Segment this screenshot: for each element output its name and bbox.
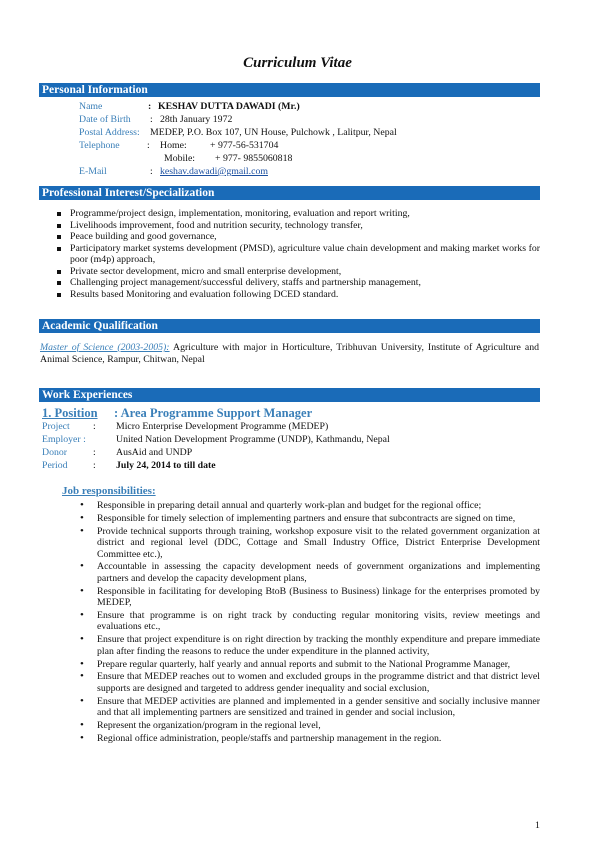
list-item: • Represent the organization/program in the regional level,	[80, 720, 540, 732]
interest-list	[55, 208, 540, 300]
responsibilities-heading: Job responsibilities:	[62, 485, 156, 497]
dob-colon: :	[150, 114, 153, 125]
donor-value: AusAid and UNDP	[116, 447, 193, 458]
employer-value: United Nation Development Programme (UNDP), Kathmandu, Nepal	[116, 434, 390, 445]
position-value: : Area Programme Support Manager	[114, 406, 313, 420]
list-item: • Responsible in facilitating for developing BtoB (Business to Business) linkage for the enterprises promoted by MEDEP,	[80, 586, 540, 609]
email-colon: :	[150, 166, 153, 177]
document-title: Curriculum Vitae	[243, 55, 352, 71]
dob-label: Date of Birth	[79, 114, 131, 125]
degree-detail: Agriculture with major in Horticulture, Tribhuvan University, Institute of Agriculture and Animal Science, Rampur, Chitwan, Nepal	[40, 342, 539, 365]
academic-entry	[40, 342, 539, 366]
name-value: KESHAV DUTTA DAWADI (Mr.)	[158, 101, 300, 112]
list-item: • Prepare regular quarterly, half yearly and annual reports and submit to the National Programme Manager,	[80, 659, 540, 671]
section-bar-interest: Professional Interest/Specialization	[39, 186, 540, 200]
list-item: Participatory market systems development (PMSD), agriculture value chain development and making market works for poor (m4p) approach,	[55, 243, 540, 266]
degree-title: Master of Science (2003-2005):	[40, 342, 170, 353]
list-item: • Ensure that programme is on right track by conducting regular monitoring visits, review meetings and evaluations etc.,	[80, 610, 540, 633]
name-colon: :	[148, 101, 152, 112]
list-item: • Responsible in preparing detail annual and quarterly work-plan and budget for the regional office;	[80, 500, 540, 512]
period-colon: :	[93, 460, 96, 471]
list-item: • Responsible for timely selection of implementing partners and ensure that subcontracts are signed on time,	[80, 513, 540, 525]
list-item: • Regional office administration, people/staffs and partnership management in the region.	[80, 733, 540, 745]
list-item: • Provide technical supports through training, workshop exposure visit to the related government organization at district and regional level (DDC, Cottage and Small Industry Office, District Enterprise Development Committee etc.),	[80, 526, 540, 561]
employer-label: Employer :	[42, 434, 86, 445]
page-number: 1	[535, 820, 540, 831]
name-label: Name	[79, 101, 103, 112]
email-link[interactable]: keshav.dawadi@gmail.com	[160, 166, 268, 177]
list-item: • Ensure that project expenditure is on right direction by tracking the monthly expenditure and prepare immediate plan after finding the reasons to reduce the under expenditure in the planned activity,	[80, 634, 540, 657]
list-item: Peace building and good governance,	[55, 231, 540, 243]
mobile-value: + 977- 9855060818	[215, 153, 293, 164]
section-bar-work: Work Experiences	[39, 388, 540, 402]
mobile-label: Mobile:	[164, 153, 196, 164]
list-item: Private sector development, micro and small enterprise development,	[55, 266, 540, 278]
list-item: • Accountable in assessing the capacity development needs of government organizations and implementing partners and develop the capacity development plans,	[80, 561, 540, 584]
list-item: Challenging project management/successful delivery, staffs and partnership management,	[55, 277, 540, 289]
period-value: July 24, 2014 to till date	[116, 460, 216, 471]
home-value: + 977-56-531704	[210, 140, 279, 151]
telephone-colon: :	[147, 140, 150, 151]
donor-colon: :	[93, 447, 96, 458]
donor-label: Donor	[42, 447, 68, 458]
position-label: 1. Position	[42, 406, 98, 420]
address-label: Postal Address:	[79, 127, 140, 138]
project-colon: :	[93, 421, 96, 432]
list-item: Results based Monitoring and evaluation following DCED standard.	[55, 289, 540, 301]
home-label: Home:	[160, 140, 187, 151]
list-item: Programme/project design, implementation, monitoring, evaluation and report writing,	[55, 208, 540, 220]
responsibilities-list	[80, 500, 540, 746]
address-value: MEDEP, P.O. Box 107, UN House, Pulchowk , Lalitpur, Nepal	[150, 127, 397, 138]
project-value: Micro Enterprise Development Programme (MEDEP)	[116, 421, 329, 432]
list-item: • Ensure that MEDEP reaches out to women and excluded groups in the programme district and that district level supports are designed and targeted to address gender inequality and social exclusion,	[80, 671, 540, 694]
email-label: E-Mail	[79, 166, 107, 177]
list-item: Livelihoods improvement, food and nutrition security, technology transfer,	[55, 220, 540, 232]
list-item: • Ensure that MEDEP activities are planned and implemented in a gender sensitive and socially inclusive manner and that all implementing partners are sensitized and trained in gender and social inclusion,	[80, 696, 540, 719]
telephone-label: Telephone	[79, 140, 120, 151]
project-label: Project	[42, 421, 70, 432]
period-label: Period	[42, 460, 68, 471]
section-bar-academic: Academic Qualification	[39, 319, 540, 333]
section-bar-personal: Personal Information	[39, 83, 540, 97]
dob-value: 28th January 1972	[160, 114, 233, 125]
